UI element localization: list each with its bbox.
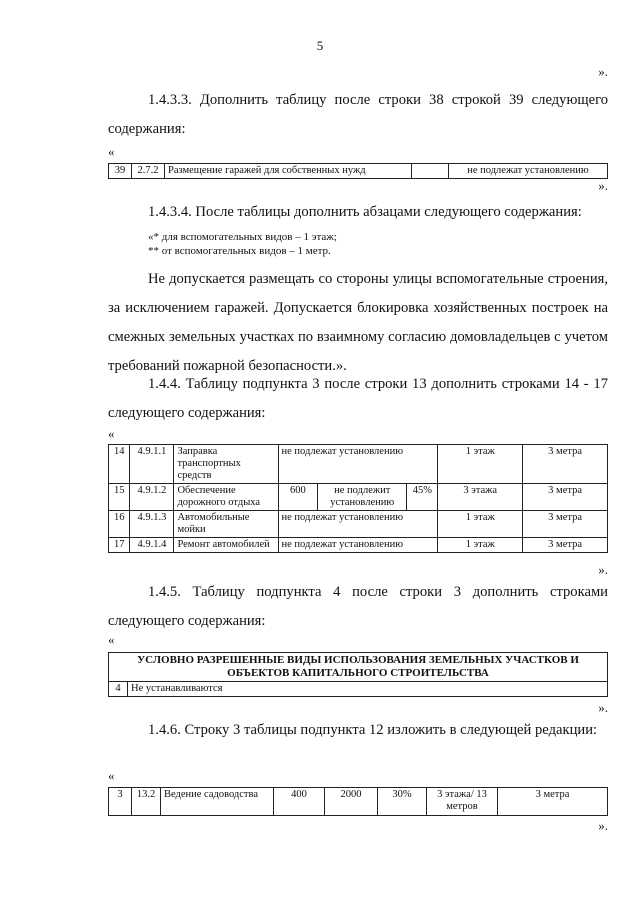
row-coverage: 30% [378, 788, 427, 816]
row-code: 4.9.1.2 [130, 484, 174, 511]
row-distance: 3 метра [498, 788, 608, 816]
row-code: 2.7.2 [132, 164, 165, 179]
close-quote: ». [598, 64, 608, 79]
row-text: Не устанавливаются [128, 682, 608, 697]
section-body-text: Не допускается размещать со стороны улицы вспомогательные строения, за исключением гаражей. Допускается блокировка хозяйственных построек на смежных земельных участках по взаимному согласию домовладельцев с учетом требований пожарной безопасности.». [108, 271, 608, 374]
row-floors: 1 этаж [438, 511, 523, 538]
row-code: 4.9.1.4 [130, 538, 174, 553]
row-name: Ведение садоводства [161, 788, 274, 816]
row-floors: 3 этажа [438, 484, 523, 511]
note-2: ** от вспомогательных видов – 1 метр. [148, 245, 331, 257]
row-coverage: 45% [407, 484, 438, 511]
row-code: 13.2 [132, 788, 161, 816]
row-name: Ремонт автомобилей [174, 538, 278, 553]
row-max-area: 2000 [325, 788, 378, 816]
table-row [109, 788, 608, 816]
row-number: 3 [109, 788, 132, 816]
row-distance: 3 метра [523, 511, 608, 538]
open-quote: « [108, 632, 115, 647]
row-floors: 3 этажа/ 13 метров [427, 788, 498, 816]
page-number: 5 [316, 38, 324, 53]
row-distance: 3 метра [523, 538, 608, 553]
section-1-4-3-4: 1.4.3.4. После таблицы дополнить абзацами следующего содержания: [148, 204, 582, 220]
row-number: 15 [109, 484, 130, 511]
row-params: не подлежат установлению [449, 164, 608, 179]
row-min-area: 400 [274, 788, 325, 816]
row-params: не подлежат установлению [278, 511, 438, 538]
row-name: Заправка транспортных средств [174, 445, 278, 484]
row-params: не подлежат установлению [278, 445, 438, 484]
row-distance: 3 метра [523, 445, 608, 484]
table-row-3 [108, 787, 608, 816]
close-quote: ». [598, 562, 608, 577]
row-floors: 1 этаж [438, 445, 523, 484]
row-name: Обеспечение дорожного отдыха [174, 484, 278, 511]
row-floors: 1 этаж [438, 538, 523, 553]
row-name: Размещение гаражей для собственных нужд [165, 164, 412, 179]
table-row [109, 484, 608, 511]
row-max-area: не подлежит установлению [318, 484, 407, 511]
table-conditional-uses [108, 652, 608, 697]
table-row [109, 511, 608, 538]
section-1-4-5: 1.4.5. Таблицу подпункта 4 после строки 3 дополнить строками следующего содержания: [108, 584, 608, 629]
row-name: Автомобильные мойки [174, 511, 278, 538]
row-min-area: 600 [278, 484, 318, 511]
note-1: «* для вспомогательных видов – 1 этаж; [148, 231, 337, 243]
close-quote: ». [598, 818, 608, 833]
close-quote: ». [598, 700, 608, 715]
table-row [109, 164, 608, 179]
row-empty [412, 164, 449, 179]
row-number: 16 [109, 511, 130, 538]
row-number: 14 [109, 445, 130, 484]
open-quote: « [108, 426, 115, 441]
open-quote: « [108, 144, 115, 159]
row-distance: 3 метра [523, 484, 608, 511]
row-number: 39 [109, 164, 132, 179]
table-row [109, 682, 608, 697]
row-code: 4.9.1.3 [130, 511, 174, 538]
row-code: 4.9.1.1 [130, 445, 174, 484]
table-rows-14-17 [108, 444, 608, 553]
table-row [109, 538, 608, 553]
table-header: УСЛОВНО РАЗРЕШЕННЫЕ ВИДЫ ИСПОЛЬЗОВАНИЯ ЗЕМЕЛЬНЫХ УЧАСТКОВ И ОБЪЕКТОВ КАПИТАЛЬНОГО СТРОИТЕЛЬСТВА [109, 653, 608, 682]
section-1-4-4: 1.4.4. Таблицу подпункта 3 после строки 13 дополнить строками 14 - 17 следующего содержания: [108, 376, 608, 421]
section-1-4-6: 1.4.6. Строку 3 таблицы подпункта 12 изложить в следующей редакции: [148, 722, 598, 738]
row-params: не подлежат установлению [278, 538, 438, 553]
open-quote: « [108, 768, 115, 783]
section-1-4-3-3: 1.4.3.3. Дополнить таблицу после строки 38 строкой 39 следующего содержания: [108, 92, 608, 137]
row-number: 4 [109, 682, 128, 697]
close-quote: ». [598, 178, 608, 193]
table-row [109, 445, 608, 484]
table-row-39 [108, 163, 608, 179]
table-header-row [109, 653, 608, 682]
row-number: 17 [109, 538, 130, 553]
